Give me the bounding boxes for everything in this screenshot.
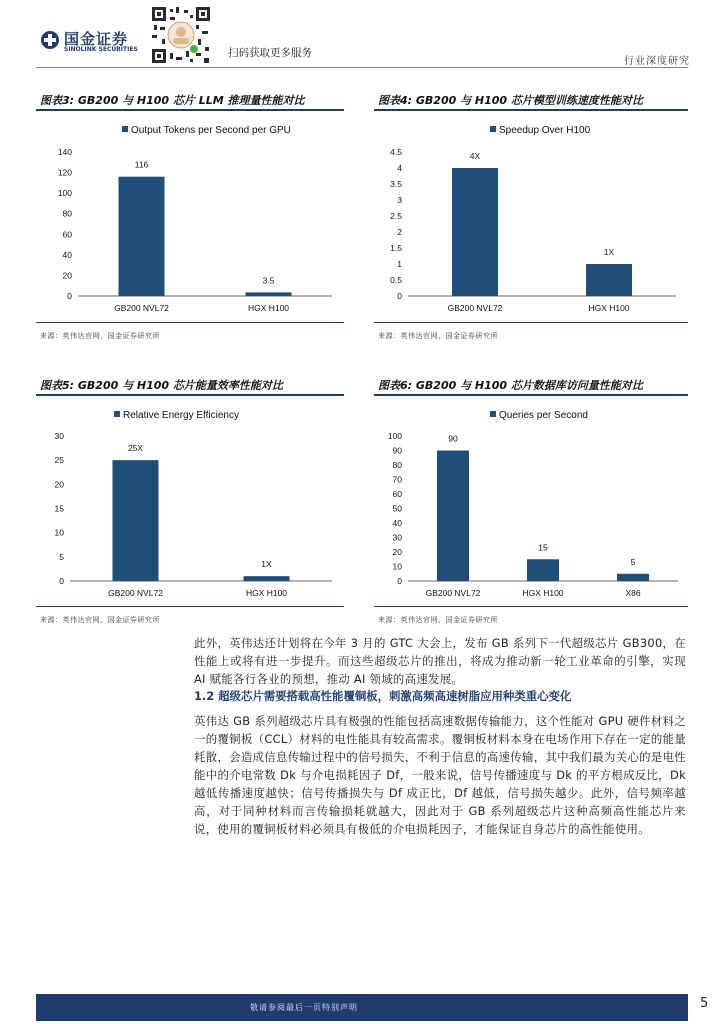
y-tick-label: 5 — [59, 551, 64, 562]
y-tick-label: 70 — [392, 474, 402, 485]
y-tick-label: 20 — [62, 270, 72, 281]
bar — [586, 264, 632, 296]
chart3-title: 图表3: GB200 与 H100 芯片 LLM 推理量性能对比 — [40, 94, 305, 107]
company-logo-icon — [40, 30, 60, 50]
x-tick-label: GB200 NVL72 — [425, 588, 481, 598]
y-tick-label: 1 — [397, 259, 402, 269]
y-tick-label: 4.5 — [390, 147, 402, 157]
y-tick-label: 25 — [54, 455, 64, 466]
chart3-top-rule — [36, 109, 344, 111]
data-label: 15 — [538, 542, 548, 553]
y-tick-label: 0 — [397, 576, 402, 586]
y-tick-label: 1.5 — [390, 243, 402, 253]
bar — [617, 574, 649, 581]
y-tick-label: 0.5 — [390, 275, 402, 285]
legend-swatch — [114, 411, 120, 417]
chart6-title: 图表6: GB200 与 H100 芯片数据库访问量性能对比 — [378, 379, 643, 392]
y-tick-label: 80 — [62, 208, 72, 219]
bar — [246, 292, 292, 296]
y-tick-label: 90 — [392, 445, 402, 456]
y-tick-label: 20 — [392, 547, 402, 557]
y-tick-label: 120 — [57, 167, 72, 178]
x-tick-label: X86 — [625, 588, 641, 598]
chart3-source: 来源：英伟达官网、国金证券研究所 — [40, 332, 160, 340]
report-type-label: 行业深度研究 — [624, 56, 690, 67]
bar — [113, 460, 159, 581]
chart5-svg — [36, 399, 344, 604]
legend-label: Queries per Second — [499, 410, 588, 421]
qr-code-icon[interactable] — [150, 5, 212, 65]
data-label: 4X — [469, 151, 481, 161]
x-tick-label: HGX H100 — [247, 303, 290, 313]
chart5-source: 来源：英伟达官网、国金证券研究所 — [40, 616, 160, 624]
y-tick-label: 10 — [54, 527, 64, 538]
company-name-cn: 国金证券 — [64, 30, 129, 48]
paragraph-ccl: 英伟达 GB 系列超级芯片具有极强的性能包括高速数据传输能力，这个性能对 GPU 硬件材料之一的覆铜板（CCL）材料的电性能具有较高需求。覆铜板材料本身在电场作用下存在一定的能量耗散，会造成信息传输过程中的信号损失，不利于信息的高速传输，其中我们最为关心的是电性能中的介电常数 Dk 与介电损耗因子 Df，一般来说，信号传播速度与 Dk 的平方根成反比，Dk 越低传播速度越快；信号传播损失与 Df 成正比，Df 越低，信号损失越少。此外，信号频率越高，对于同种材料而言传输损耗就越大，因此对于 GB 系列超级芯片这种高频高性能芯片来说，使用的覆铜板材料必须具有极低的介电损耗因子，才能保证自身芯片的高性能使用。 — [194, 714, 686, 836]
chart6-source: 来源：英伟达官网、国金证券研究所 — [378, 616, 498, 624]
chart4-title: 图表4: GB200 与 H100 芯片模型训练速度性能对比 — [378, 94, 643, 107]
chart4-source: 来源：英伟达官网、国金证券研究所 — [378, 332, 498, 340]
chart5-title: 图表5: GB200 与 H100 芯片能量效率性能对比 — [40, 379, 283, 392]
data-label: 116 — [134, 159, 149, 170]
y-tick-label: 100 — [387, 431, 402, 441]
bar — [437, 451, 469, 582]
section-heading: 1.2 超级芯片需要搭载高性能覆铜板，刺激高频高速树脂应用种类重心变化 — [194, 689, 572, 703]
y-tick-label: 2.5 — [390, 211, 402, 221]
legend-label: Relative Energy Efficiency — [123, 410, 239, 421]
chart5-top-rule — [36, 394, 344, 396]
y-tick-label: 140 — [57, 147, 72, 157]
paragraph-gb300: 此外，英伟达还计划将在今年 3 月的 GTC 大会上，发布 GB 系列下一代超级芯片 GB300，在性能上或将有进一步提升。而这些超级芯片的推出，将成为推动新一轮工业革命的引擎，实现 AI 赋能各行各业的预想，推动 AI 领域的高速发展。 — [194, 636, 686, 686]
legend-label: Output Tokens per Second per GPU — [131, 125, 291, 136]
chart6-svg — [374, 399, 688, 604]
chart3-bottom-rule — [36, 322, 344, 323]
chart5-bottom-rule — [36, 606, 344, 607]
y-tick-label: 2 — [397, 227, 402, 237]
y-tick-label: 30 — [54, 431, 64, 441]
y-tick-label: 0 — [67, 291, 72, 301]
y-tick-label: 10 — [392, 561, 402, 572]
y-tick-label: 50 — [392, 503, 402, 514]
y-tick-label: 60 — [392, 489, 402, 499]
chart4-bottom-rule — [374, 322, 688, 323]
y-tick-label: 40 — [62, 249, 72, 260]
qr-caption: 扫码获取更多服务 — [228, 47, 312, 59]
y-tick-label: 40 — [392, 518, 402, 528]
footer-disclaimer-link[interactable]: 敬请参阅最后一页特别声明 — [250, 1003, 358, 1012]
chart6-top-rule — [374, 394, 688, 396]
company-name-en: SINOLINK SECURITIES — [64, 46, 138, 53]
y-tick-label: 3 — [397, 195, 402, 205]
y-tick-label: 0 — [59, 576, 64, 586]
legend-label: Speedup Over H100 — [499, 125, 591, 136]
legend-swatch — [490, 126, 496, 132]
y-tick-label: 0 — [397, 291, 402, 301]
page-number: 5 — [700, 996, 709, 1011]
bar — [119, 177, 165, 296]
x-tick-label: GB200 NVL72 — [108, 588, 163, 598]
bar — [244, 576, 290, 581]
y-tick-label: 100 — [57, 188, 72, 199]
chart4-top-rule — [374, 109, 688, 111]
data-label: 1X — [603, 247, 615, 257]
header-divider — [36, 67, 688, 68]
legend-swatch — [122, 126, 128, 132]
chart3-svg — [36, 114, 344, 320]
x-tick-label: HGX H100 — [588, 303, 630, 313]
data-label: 90 — [448, 433, 458, 444]
y-tick-label: 30 — [392, 532, 402, 543]
legend-swatch — [490, 411, 496, 417]
y-tick-label: 3.5 — [390, 179, 402, 189]
x-tick-label: HGX H100 — [522, 588, 564, 598]
y-tick-label: 15 — [54, 503, 64, 514]
x-tick-label: HGX H100 — [245, 588, 288, 598]
bar — [527, 559, 559, 581]
y-tick-label: 60 — [62, 229, 72, 240]
data-label: 3.5 — [262, 275, 275, 286]
chart4-svg — [374, 114, 688, 320]
y-tick-label: 80 — [392, 460, 402, 470]
y-tick-label: 20 — [54, 479, 64, 490]
x-tick-label: GB200 NVL72 — [447, 303, 503, 313]
x-tick-label: GB200 NVL72 — [114, 303, 169, 313]
footer-bar — [36, 994, 688, 1021]
data-label: 25X — [127, 443, 144, 454]
chart6-bottom-rule — [374, 606, 688, 607]
bar — [452, 168, 498, 296]
data-label: 1X — [261, 559, 272, 570]
y-tick-label: 4 — [397, 163, 402, 173]
data-label: 5 — [630, 556, 636, 567]
